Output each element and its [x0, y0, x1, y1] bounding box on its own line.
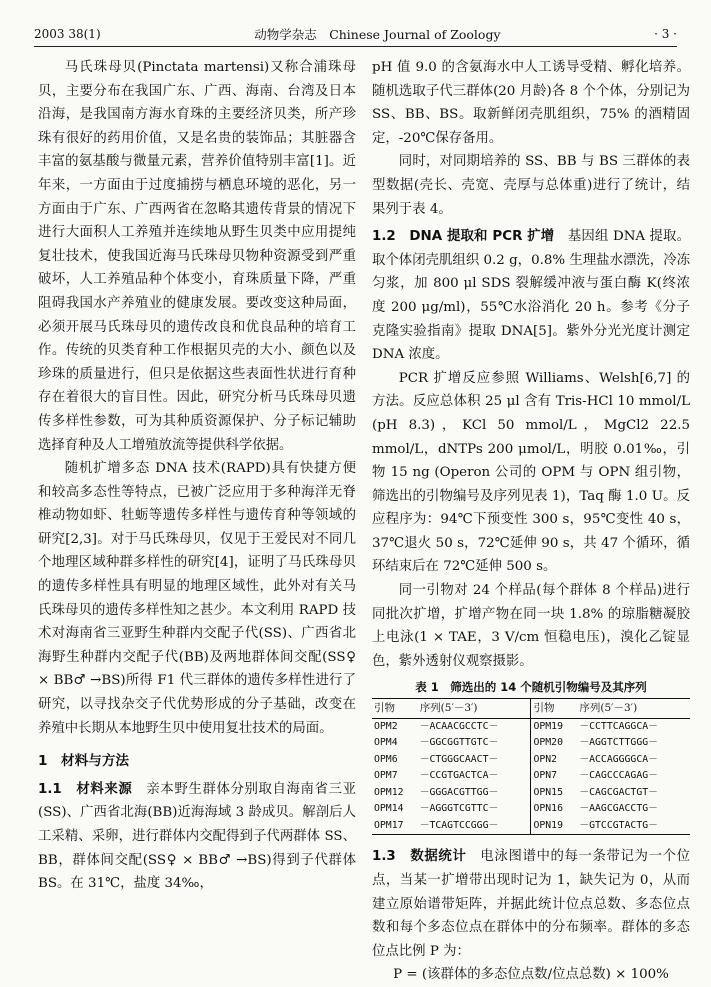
table-cell: OPM2 [374, 720, 398, 732]
table-cell: OPN7 [531, 768, 577, 785]
page-number: · 3 · [654, 27, 677, 41]
table-cell: －CAGCCCAGAG－ [579, 770, 658, 782]
electrophoresis-paragraph: 同一引物对 24 个样品(每个群体 8 个样品)进行同批次扩增，扩增产物在同一块 1.8% 的琼脂糖凝胶上电泳(1 × TAE，3 V/cm 恒稳电压)，溴化乙锭显色，紫外透射仪观察摄影。 [372, 583, 690, 669]
table-cell: OPN15 [531, 785, 577, 802]
table-cell: OPM4 [374, 737, 398, 749]
phenotype-paragraph: 同时，对同期培养的 SS、BB 与 BS 三群体的表型数据(壳长、壳宽、壳厚与总体重)进行了统计，结果列于表 4。 [372, 154, 690, 217]
table-cell: OPN16 [531, 801, 577, 818]
right-column [372, 56, 690, 987]
table-cell: －GGGACGTTGG－ [419, 786, 499, 798]
issue-info: 2003 38(1) [34, 27, 101, 41]
table-row [372, 718, 690, 735]
intro-paragraph-2: 随机扩增多态 DNA 技术(RAPD)具有快捷方便和较高多态性等特点，已被广泛应用于多种海洋无脊椎动物如虾、牡蛎等遗传多样性与遗传育种等领域的研究[2,3]。对于马氏珠母贝，仅见于王爱民对不同几个地理区域种群多样性的研究[4]，证明了马氏珠母贝的遗传多样性具有明显的地理区域性，此外对有关马氏珠母贝的遗传多样性知之甚少。本文利用 RAPD 技术对海南省三亚野生种群内交配子代(SS)、广西省北海野生种群内交配子代(BB)及两地群体间交配(SS♀ × BB♂ →BS)所得 F1 代三群体的遗传多样性进行了研究，以寻找杂交子代优势形成的分子基础，改变在养殖中长期从本地野生贝中使用复壮技术的局面。 [38, 461, 356, 736]
table-cell: －TCAGTCCGGG－ [418, 818, 531, 835]
culture-paragraph: pH 值 9.0 的含氨海水中人工诱导受精、孵化培养。随机选取子代三群体(20 月龄)各 8 个个体，分别记为 SS、BB、BS。取新鲜闭壳肌组织，75% 的酒精固定，-20℃保存备用。 [372, 60, 690, 146]
subsection-heading-1-3: 1.3 数据统计 [372, 849, 467, 865]
table-cell: OPM17 [372, 818, 418, 835]
table-row [372, 752, 690, 769]
left-column [38, 56, 356, 896]
subsection-heading-1-1: 1.1 材料来源 [38, 781, 133, 797]
statistics-text: 电泳图谱中的每一条带记为一个位点，当某一扩增带出现时记为 1，缺失记为 0，从而建立原始谱带矩阵，并据此统计位点总数、多态位点数和每个多态位点在群体中的分布频率。群体的多态位点比例 P 为： [372, 849, 690, 959]
materials-text: 亲本野生群体分别取自海南省三亚(SS)、广西省北海(BB)近海海域 3 龄成贝。解剖后人工采精、采卵，进行群体内交配得到子代两群体 SS、BB，群体间交配(SS♀ × BB♂ →BS)得到子代群体 BS。在 31℃，盐度 34‰， [38, 781, 356, 892]
table-cell: －AAGCGACCTG－ [579, 803, 658, 815]
table-cell: OPN2 [531, 752, 577, 769]
table-cell: －ACAACGCCTC－ [419, 720, 499, 732]
table-cell: OPM14 [374, 803, 404, 815]
table-header-cell: 引物 [372, 699, 418, 719]
table-cell: OPN19 [531, 818, 577, 835]
primer-table [372, 698, 690, 835]
table-header-cell: 序列(5′－3′) [577, 699, 690, 719]
table-cell: OPM7 [374, 770, 398, 782]
table-row [372, 735, 690, 752]
intro-paragraph-1: 马氏珠母贝(Pinctata martensi)又称合浦珠母贝，主要分布在我国广东、广西、海南、台湾及日本沿海，是我国南方海水育珠的主要经济贝类，所产珍珠有很好的药用价值，又是名贵的装饰品；其脏器含丰富的氨基酸与微量元素，营养价值特别丰富[1]。近年来，一方面由于过度捕捞与栖息环境的恶化，另一方面由于广东、广西两省在忽略其遗传背景的情况下进行大面积人工养殖并连续地从野生贝类中应用提纯复壮技术，使我国近海马氏珠母贝物种资源受到严重破坏，人工养殖品种个体变小，育珠质量下降，严重阻碍我国水产养殖业的健康发展。要改变这种局面，必须开展马氏珠母贝的遗传改良和优良品种的培育工作。传统的贝类育种工作根据贝壳的大小、颜色以及珍珠的质量进行，但只是依据这些表面性状进行育种存在着很大的盲目性。因此，研究分析马氏珠母贝遗传多样性参数，可为其种质资源保护、分子标记辅助选择育种及人工增殖放流等提供科学依据。 [38, 60, 356, 453]
table-cell: －CTGGGCAACT－ [419, 753, 499, 765]
pcr-paragraph: PCR 扩增反应参照 Williams、Welsh[6,7] 的方法。反应总体积 25 μl 含有 Tris-HCl 10 mmol/L (pH 8.3)，KCl 50 mmol/L，MgCl2 22.5 mmol/L，dNTPs 200 μmol/L，明胶 0.01‰，引物 15 ng (Operon 公司的 OPM 与 OPN 组引物，筛选出的引物编号及序列见表 1)，Taq 酶 1.0 U。反应程序为：94℃下预变性 300 s，95℃变性 40 s，37℃退火 50 s，72℃延伸 90 s，共 47 个循环，循环结束后在 72℃延伸 500 s。 [372, 370, 690, 575]
table-caption: 表 1 筛选出的 14 个随机引物编号及其序列 [415, 680, 647, 695]
table-cell: －CAGCGACTGT－ [579, 786, 658, 798]
table-cell: OPM6 [374, 753, 398, 765]
table-row [372, 785, 690, 802]
section-heading-methods: 1 材料与方法 [38, 753, 130, 770]
journal-title: 动物学杂志 Chinese Journal of Zoology [254, 27, 501, 42]
header-rule [34, 46, 677, 47]
materials-paragraph [38, 778, 356, 896]
table-cell: －CCTTCAGGCA－ [579, 720, 658, 732]
polymorphism-formula: P = (该群体的多态位点数/位点总数) × 100% [393, 967, 669, 983]
table-cell: OPM12 [374, 786, 404, 798]
table-header-cell: 序列(5′－3′) [418, 699, 531, 719]
table-header-cell: 引物 [531, 699, 577, 719]
dna-extraction-text: 基因组 DNA 提取。取个体闭壳肌组织 0.2 g，0.8% 生理盐水漂洗，冷冻匀浆，加 800 μl SDS 裂解缓冲液与蛋白酶 K(终浓度 200 μg/ml)，55℃水浴消化 20 h。参考《分子克隆实验指南》提取 DNA[5]。紫外分光光度计测定 DNA 浓度。 [372, 229, 690, 363]
statistics-paragraph [372, 845, 690, 963]
running-header [34, 24, 677, 44]
table-cell: OPM20 [531, 735, 577, 752]
table-cell: －AGGTCTTGGG－ [579, 737, 658, 749]
table-cell: －GGCGGTTGTC－ [419, 737, 499, 749]
primer-table-body [372, 718, 690, 835]
table-cell: OPM19 [531, 718, 577, 735]
table-row [372, 818, 690, 835]
dna-extraction-paragraph [372, 225, 690, 367]
table-header-row [372, 699, 690, 719]
table-cell: －ACCAGGGGCA－ [579, 753, 658, 765]
table-cell: －CCGTGACTCA－ [419, 770, 499, 782]
table-row [372, 768, 690, 785]
table-cell: －AGGGTCGTTC－ [419, 803, 499, 815]
table-cell: －GTCCGTACTG－ [577, 818, 690, 835]
subsection-heading-1-2: 1.2 DNA 提取和 PCR 扩增 [372, 229, 555, 245]
table-row [372, 801, 690, 818]
